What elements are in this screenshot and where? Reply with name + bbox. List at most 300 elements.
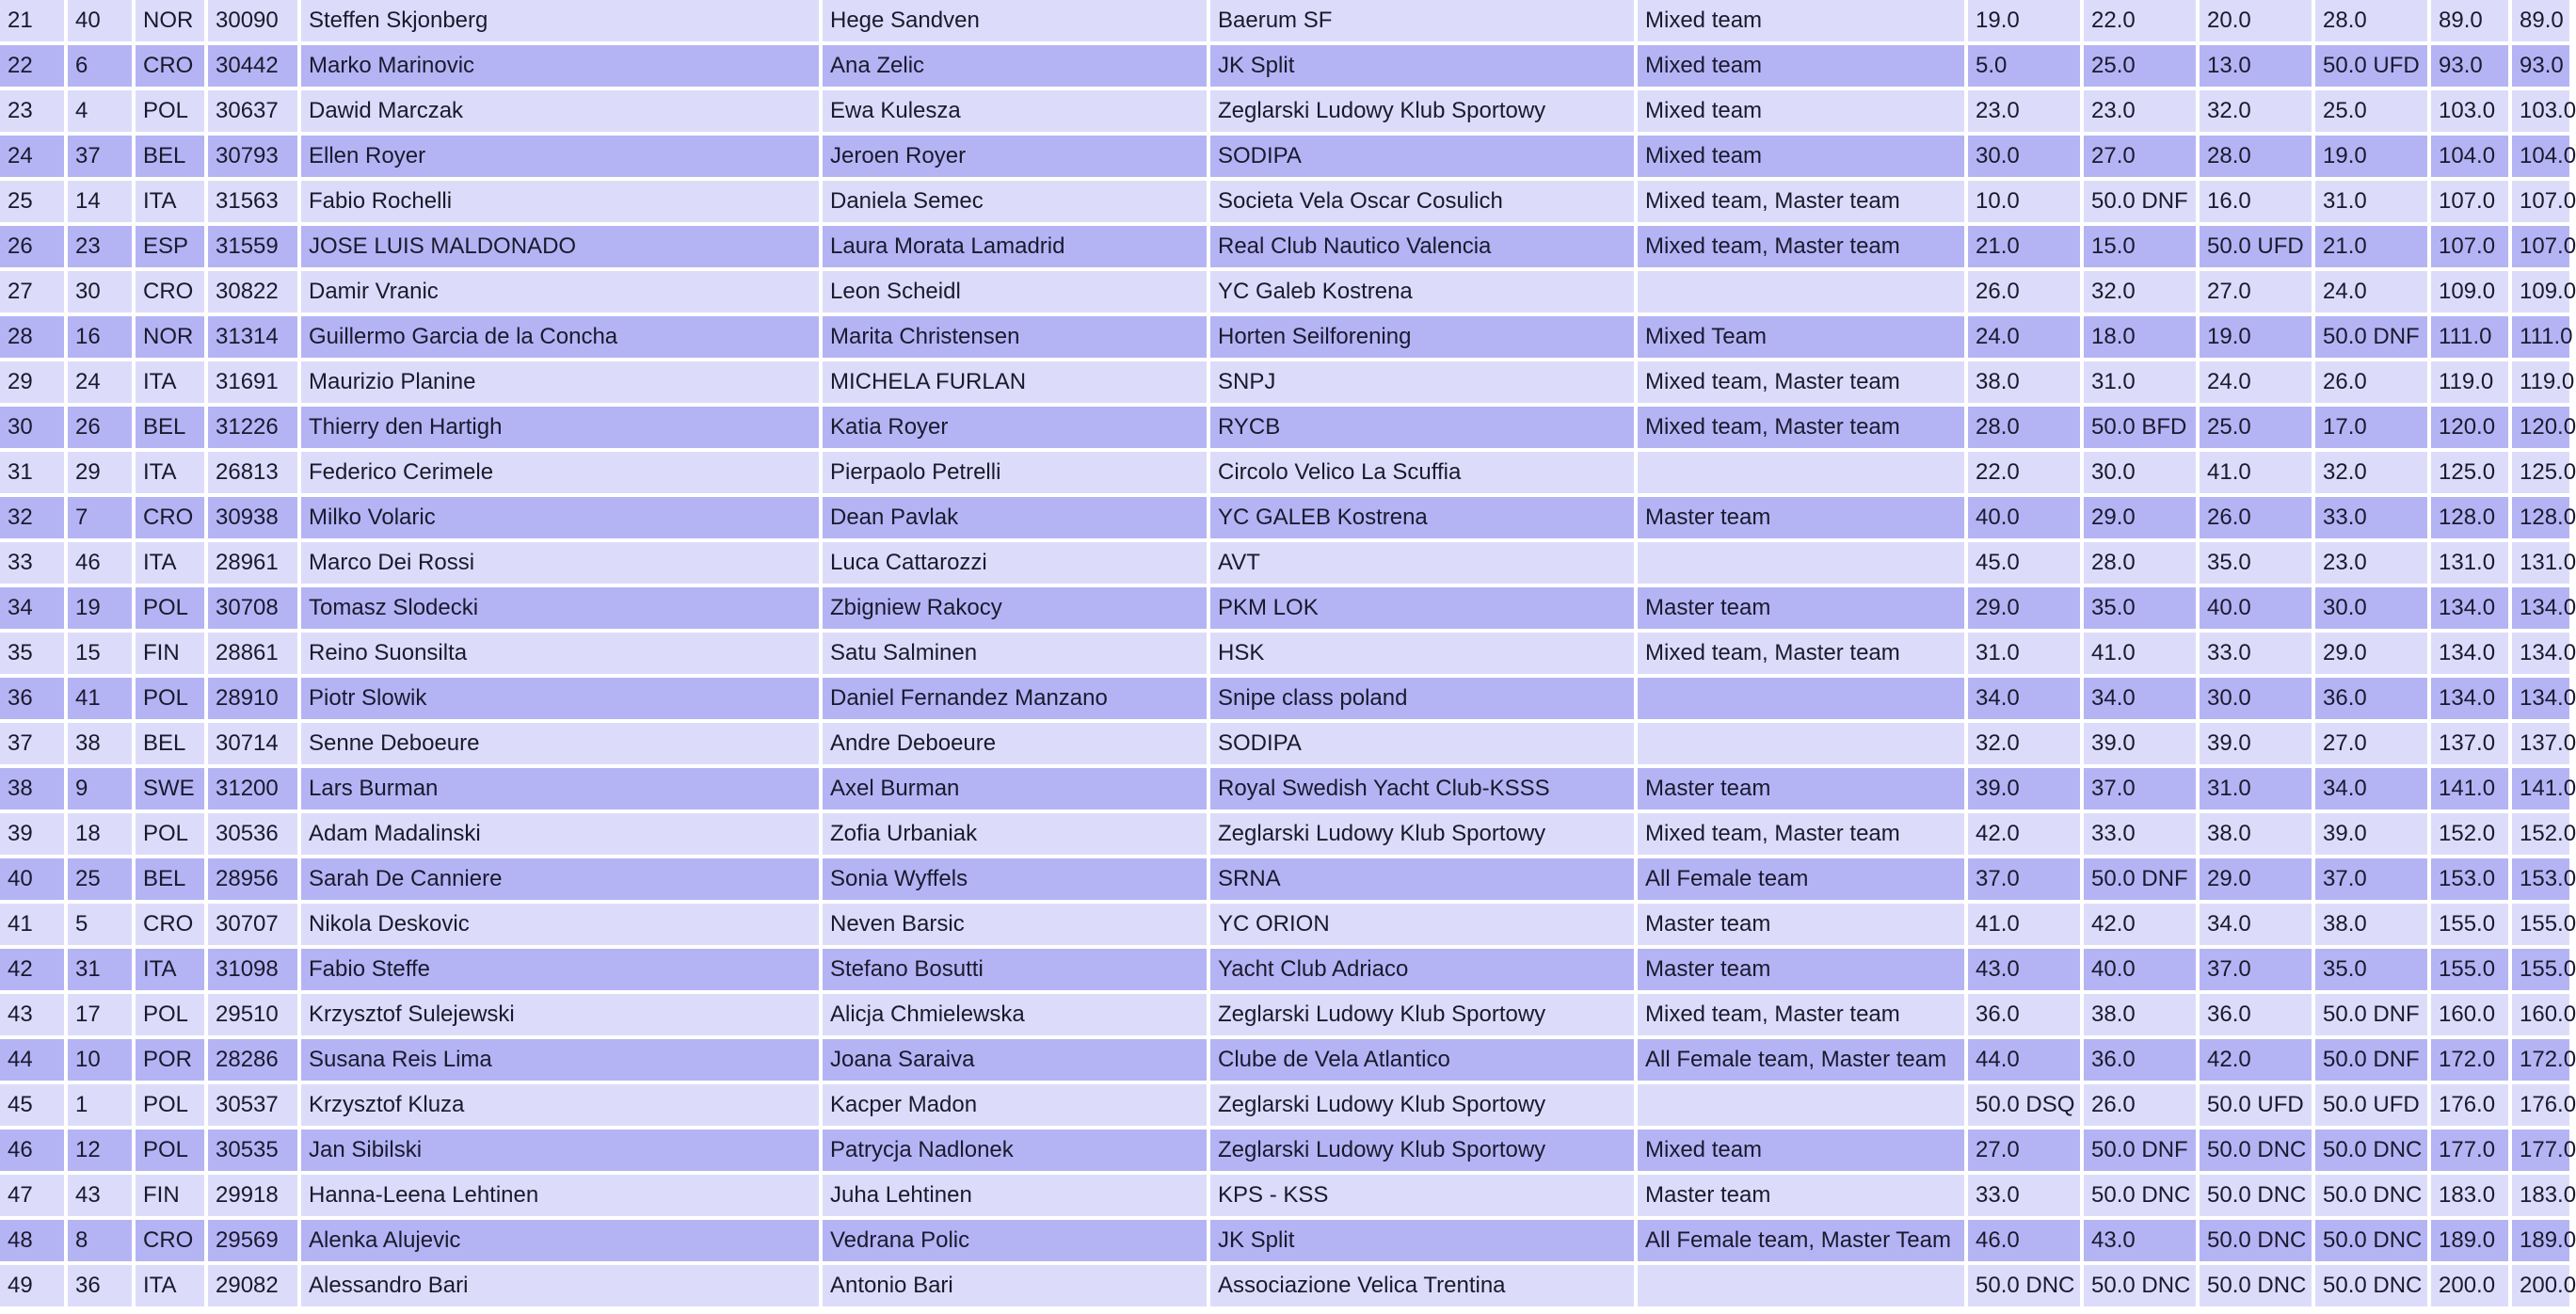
sail-number-cell: 30536 (208, 813, 297, 855)
table-row (0, 768, 2569, 809)
sail-number-cell: 30535 (208, 1130, 297, 1171)
total-cell: 160.0 (2431, 994, 2508, 1035)
sail-number-cell: 30090 (208, 0, 297, 41)
rank-cell: 30 (0, 407, 64, 448)
race-3-cell: 13.0 (2200, 45, 2312, 87)
total-cell: 152.0 (2431, 813, 2508, 855)
bow-number-cell: 26 (68, 407, 132, 448)
bow-number-cell: 17 (68, 994, 132, 1035)
sail-number-cell: 30708 (208, 587, 297, 629)
race-1-cell: 10.0 (1968, 181, 2080, 222)
helmsman-cell: Sarah De Canniere (301, 858, 819, 900)
race-4-cell: 17.0 (2315, 407, 2427, 448)
club-cell: HSK (1210, 633, 1634, 674)
table-row (0, 858, 2569, 900)
helmsman-cell: Guillermo Garcia de la Concha (301, 316, 819, 358)
rank-cell: 24 (0, 136, 64, 177)
category-cell (1638, 1265, 1964, 1306)
net-cell: 120.0 (2512, 407, 2569, 448)
club-cell: Yacht Club Adriaco (1210, 949, 1634, 990)
sail-number-cell: 31691 (208, 361, 297, 403)
race-1-cell: 42.0 (1968, 813, 2080, 855)
net-cell: 134.0 (2512, 633, 2569, 674)
race-4-cell: 23.0 (2315, 542, 2427, 584)
helmsman-cell: Dawid Marczak (301, 90, 819, 132)
race-4-cell: 19.0 (2315, 136, 2427, 177)
club-cell: SODIPA (1210, 723, 1634, 764)
race-2-cell: 33.0 (2084, 813, 2196, 855)
race-3-cell: 25.0 (2200, 407, 2312, 448)
race-1-cell: 45.0 (1968, 542, 2080, 584)
race-1-cell: 21.0 (1968, 226, 2080, 267)
total-cell: 109.0 (2431, 271, 2508, 312)
sail-number-cell: 29569 (208, 1220, 297, 1261)
bow-number-cell: 37 (68, 136, 132, 177)
race-4-cell: 50.0 DNF (2315, 1039, 2427, 1081)
bow-number-cell: 7 (68, 497, 132, 538)
bow-number-cell: 30 (68, 271, 132, 312)
total-cell: 89.0 (2431, 0, 2508, 41)
crew-cell: Hege Sandven (823, 0, 1207, 41)
nation-cell: POL (136, 678, 204, 719)
race-1-cell: 26.0 (1968, 271, 2080, 312)
rank-cell: 45 (0, 1084, 64, 1126)
crew-cell: Satu Salminen (823, 633, 1207, 674)
race-1-cell: 23.0 (1968, 90, 2080, 132)
club-cell: Horten Seilforening (1210, 316, 1634, 358)
race-1-cell: 50.0 DNC (1968, 1265, 2080, 1306)
crew-cell: Ewa Kulesza (823, 90, 1207, 132)
net-cell: 93.0 (2512, 45, 2569, 87)
club-cell: YC Galeb Kostrena (1210, 271, 1634, 312)
race-3-cell: 50.0 DNC (2200, 1130, 2312, 1171)
table-row (0, 0, 2569, 41)
total-cell: 134.0 (2431, 678, 2508, 719)
club-cell: SODIPA (1210, 136, 1634, 177)
total-cell: 155.0 (2431, 904, 2508, 945)
net-cell: 152.0 (2512, 813, 2569, 855)
race-2-cell: 22.0 (2084, 0, 2196, 41)
race-2-cell: 26.0 (2084, 1084, 2196, 1126)
rank-cell: 39 (0, 813, 64, 855)
bow-number-cell: 6 (68, 45, 132, 87)
category-cell: Mixed team, Master team (1638, 226, 1964, 267)
race-3-cell: 50.0 DNC (2200, 1265, 2312, 1306)
helmsman-cell: Federico Cerimele (301, 452, 819, 493)
crew-cell: Neven Barsic (823, 904, 1207, 945)
race-4-cell: 33.0 (2315, 497, 2427, 538)
total-cell: 134.0 (2431, 633, 2508, 674)
helmsman-cell: Thierry den Hartigh (301, 407, 819, 448)
category-cell: Mixed Team (1638, 316, 1964, 358)
club-cell: RYCB (1210, 407, 1634, 448)
helmsman-cell: Marko Marinovic (301, 45, 819, 87)
rank-cell: 31 (0, 452, 64, 493)
crew-cell: Stefano Bosutti (823, 949, 1207, 990)
bow-number-cell: 46 (68, 542, 132, 584)
net-cell: 134.0 (2512, 587, 2569, 629)
rank-cell: 23 (0, 90, 64, 132)
crew-cell: Pierpaolo Petrelli (823, 452, 1207, 493)
helmsman-cell: Alessandro Bari (301, 1265, 819, 1306)
rank-cell: 21 (0, 0, 64, 41)
net-cell: 177.0 (2512, 1130, 2569, 1171)
table-row (0, 723, 2569, 764)
sail-number-cell: 28961 (208, 542, 297, 584)
bow-number-cell: 41 (68, 678, 132, 719)
crew-cell: Vedrana Polic (823, 1220, 1207, 1261)
crew-cell: Laura Morata Lamadrid (823, 226, 1207, 267)
club-cell: Real Club Nautico Valencia (1210, 226, 1634, 267)
club-cell: SRNA (1210, 858, 1634, 900)
race-4-cell: 26.0 (2315, 361, 2427, 403)
race-1-cell: 30.0 (1968, 136, 2080, 177)
nation-cell: ITA (136, 542, 204, 584)
nation-cell: POL (136, 1130, 204, 1171)
helmsman-cell: Milko Volaric (301, 497, 819, 538)
race-3-cell: 50.0 DNC (2200, 1175, 2312, 1216)
club-cell: YC ORION (1210, 904, 1634, 945)
sail-number-cell: 31563 (208, 181, 297, 222)
category-cell: Mixed team, Master team (1638, 633, 1964, 674)
race-1-cell: 37.0 (1968, 858, 2080, 900)
nation-cell: ITA (136, 361, 204, 403)
total-cell: 104.0 (2431, 136, 2508, 177)
crew-cell: Ana Zelic (823, 45, 1207, 87)
net-cell: 137.0 (2512, 723, 2569, 764)
crew-cell: Zofia Urbaniak (823, 813, 1207, 855)
rank-cell: 48 (0, 1220, 64, 1261)
category-cell: Master team (1638, 1175, 1964, 1216)
category-cell: Mixed team (1638, 90, 1964, 132)
helmsman-cell: Steffen Skjonberg (301, 0, 819, 41)
race-3-cell: 40.0 (2200, 587, 2312, 629)
rank-cell: 22 (0, 45, 64, 87)
nation-cell: ITA (136, 1265, 204, 1306)
sail-number-cell: 31226 (208, 407, 297, 448)
bow-number-cell: 9 (68, 768, 132, 809)
net-cell: 134.0 (2512, 678, 2569, 719)
race-3-cell: 30.0 (2200, 678, 2312, 719)
race-4-cell: 50.0 UFD (2315, 45, 2427, 87)
crew-cell: Joana Saraiva (823, 1039, 1207, 1081)
race-1-cell: 28.0 (1968, 407, 2080, 448)
club-cell: Zeglarski Ludowy Klub Sportowy (1210, 1130, 1634, 1171)
sail-number-cell: 31314 (208, 316, 297, 358)
race-1-cell: 33.0 (1968, 1175, 2080, 1216)
race-4-cell: 25.0 (2315, 90, 2427, 132)
table-row (0, 1265, 2569, 1306)
sail-number-cell: 26813 (208, 452, 297, 493)
race-3-cell: 26.0 (2200, 497, 2312, 538)
total-cell: 128.0 (2431, 497, 2508, 538)
race-2-cell: 50.0 DNF (2084, 1130, 2196, 1171)
helmsman-cell: JOSE LUIS MALDONADO (301, 226, 819, 267)
race-2-cell: 41.0 (2084, 633, 2196, 674)
crew-cell: Andre Deboeure (823, 723, 1207, 764)
bow-number-cell: 23 (68, 226, 132, 267)
table-row (0, 1084, 2569, 1126)
total-cell: 141.0 (2431, 768, 2508, 809)
net-cell: 141.0 (2512, 768, 2569, 809)
nation-cell: POL (136, 813, 204, 855)
table-row (0, 949, 2569, 990)
total-cell: 120.0 (2431, 407, 2508, 448)
crew-cell: Sonia Wyffels (823, 858, 1207, 900)
rank-cell: 35 (0, 633, 64, 674)
net-cell: 155.0 (2512, 904, 2569, 945)
race-1-cell: 38.0 (1968, 361, 2080, 403)
sail-number-cell: 28910 (208, 678, 297, 719)
total-cell: 200.0 (2431, 1265, 2508, 1306)
crew-cell: Zbigniew Rakocy (823, 587, 1207, 629)
race-2-cell: 34.0 (2084, 678, 2196, 719)
rank-cell: 29 (0, 361, 64, 403)
category-cell: All Female team, Master Team (1638, 1220, 1964, 1261)
table-row (0, 316, 2569, 358)
rank-cell: 47 (0, 1175, 64, 1216)
crew-cell: Antonio Bari (823, 1265, 1207, 1306)
category-cell: Mixed team, Master team (1638, 813, 1964, 855)
bow-number-cell: 31 (68, 949, 132, 990)
bow-number-cell: 38 (68, 723, 132, 764)
race-1-cell: 29.0 (1968, 587, 2080, 629)
bow-number-cell: 19 (68, 587, 132, 629)
crew-cell: Kacper Madon (823, 1084, 1207, 1126)
crew-cell: Daniel Fernandez Manzano (823, 678, 1207, 719)
helmsman-cell: Fabio Steffe (301, 949, 819, 990)
sail-number-cell: 31200 (208, 768, 297, 809)
total-cell: 177.0 (2431, 1130, 2508, 1171)
sail-number-cell: 30707 (208, 904, 297, 945)
category-cell: Master team (1638, 904, 1964, 945)
table-row (0, 136, 2569, 177)
rank-cell: 44 (0, 1039, 64, 1081)
crew-cell: Katia Royer (823, 407, 1207, 448)
table-row (0, 542, 2569, 584)
total-cell: 107.0 (2431, 226, 2508, 267)
category-cell (1638, 678, 1964, 719)
race-1-cell: 34.0 (1968, 678, 2080, 719)
race-3-cell: 37.0 (2200, 949, 2312, 990)
race-2-cell: 15.0 (2084, 226, 2196, 267)
club-cell: Baerum SF (1210, 0, 1634, 41)
club-cell: Zeglarski Ludowy Klub Sportowy (1210, 1084, 1634, 1126)
race-2-cell: 50.0 DNF (2084, 181, 2196, 222)
total-cell: 103.0 (2431, 90, 2508, 132)
race-2-cell: 30.0 (2084, 452, 2196, 493)
helmsman-cell: Hanna-Leena Lehtinen (301, 1175, 819, 1216)
total-cell: 134.0 (2431, 587, 2508, 629)
race-4-cell: 36.0 (2315, 678, 2427, 719)
race-4-cell: 31.0 (2315, 181, 2427, 222)
net-cell: 89.0 (2512, 0, 2569, 41)
nation-cell: CRO (136, 904, 204, 945)
race-4-cell: 32.0 (2315, 452, 2427, 493)
race-4-cell: 34.0 (2315, 768, 2427, 809)
race-2-cell: 25.0 (2084, 45, 2196, 87)
rank-cell: 32 (0, 497, 64, 538)
net-cell: 172.0 (2512, 1039, 2569, 1081)
sail-number-cell: 30442 (208, 45, 297, 87)
sail-number-cell: 29510 (208, 994, 297, 1035)
race-2-cell: 42.0 (2084, 904, 2196, 945)
net-cell: 153.0 (2512, 858, 2569, 900)
club-cell: JK Split (1210, 1220, 1634, 1261)
race-1-cell: 43.0 (1968, 949, 2080, 990)
crew-cell: Luca Cattarozzi (823, 542, 1207, 584)
table-row (0, 1130, 2569, 1171)
race-3-cell: 33.0 (2200, 633, 2312, 674)
race-4-cell: 38.0 (2315, 904, 2427, 945)
race-1-cell: 41.0 (1968, 904, 2080, 945)
total-cell: 131.0 (2431, 542, 2508, 584)
rank-cell: 25 (0, 181, 64, 222)
helmsman-cell: Susana Reis Lima (301, 1039, 819, 1081)
bow-number-cell: 43 (68, 1175, 132, 1216)
race-4-cell: 50.0 DNC (2315, 1265, 2427, 1306)
race-1-cell: 44.0 (1968, 1039, 2080, 1081)
category-cell (1638, 452, 1964, 493)
nation-cell: ITA (136, 181, 204, 222)
category-cell: Master team (1638, 587, 1964, 629)
race-4-cell: 35.0 (2315, 949, 2427, 990)
race-3-cell: 28.0 (2200, 136, 2312, 177)
net-cell: 155.0 (2512, 949, 2569, 990)
nation-cell: CRO (136, 271, 204, 312)
club-cell: YC GALEB Kostrena (1210, 497, 1634, 538)
race-2-cell: 37.0 (2084, 768, 2196, 809)
sail-number-cell: 30938 (208, 497, 297, 538)
race-3-cell: 41.0 (2200, 452, 2312, 493)
bow-number-cell: 25 (68, 858, 132, 900)
total-cell: 107.0 (2431, 181, 2508, 222)
nation-cell: NOR (136, 0, 204, 41)
sail-number-cell: 31098 (208, 949, 297, 990)
race-4-cell: 37.0 (2315, 858, 2427, 900)
race-1-cell: 46.0 (1968, 1220, 2080, 1261)
table-row (0, 994, 2569, 1035)
race-1-cell: 40.0 (1968, 497, 2080, 538)
category-cell: Mixed team (1638, 1130, 1964, 1171)
category-cell (1638, 542, 1964, 584)
nation-cell: ESP (136, 226, 204, 267)
helmsman-cell: Fabio Rochelli (301, 181, 819, 222)
bow-number-cell: 40 (68, 0, 132, 41)
sail-number-cell: 30714 (208, 723, 297, 764)
table-row (0, 1220, 2569, 1261)
rank-cell: 34 (0, 587, 64, 629)
race-1-cell: 39.0 (1968, 768, 2080, 809)
helmsman-cell: Senne Deboeure (301, 723, 819, 764)
nation-cell: BEL (136, 136, 204, 177)
crew-cell: Marita Christensen (823, 316, 1207, 358)
table-row (0, 813, 2569, 855)
club-cell: Circolo Velico La Scuffia (1210, 452, 1634, 493)
race-3-cell: 39.0 (2200, 723, 2312, 764)
race-1-cell: 50.0 DSQ (1968, 1084, 2080, 1126)
crew-cell: MICHELA FURLAN (823, 361, 1207, 403)
total-cell: 155.0 (2431, 949, 2508, 990)
total-cell: 125.0 (2431, 452, 2508, 493)
bow-number-cell: 24 (68, 361, 132, 403)
club-cell: Snipe class poland (1210, 678, 1634, 719)
net-cell: 109.0 (2512, 271, 2569, 312)
race-4-cell: 30.0 (2315, 587, 2427, 629)
race-4-cell: 27.0 (2315, 723, 2427, 764)
net-cell: 189.0 (2512, 1220, 2569, 1261)
table-row (0, 181, 2569, 222)
net-cell: 131.0 (2512, 542, 2569, 584)
race-2-cell: 29.0 (2084, 497, 2196, 538)
helmsman-cell: Maurizio Planine (301, 361, 819, 403)
sail-number-cell: 29918 (208, 1175, 297, 1216)
race-2-cell: 40.0 (2084, 949, 2196, 990)
bow-number-cell: 12 (68, 1130, 132, 1171)
club-cell: JK Split (1210, 45, 1634, 87)
club-cell: Zeglarski Ludowy Klub Sportowy (1210, 813, 1634, 855)
nation-cell: BEL (136, 858, 204, 900)
table-row (0, 678, 2569, 719)
net-cell: 125.0 (2512, 452, 2569, 493)
nation-cell: CRO (136, 497, 204, 538)
bow-number-cell: 1 (68, 1084, 132, 1126)
race-3-cell: 35.0 (2200, 542, 2312, 584)
nation-cell: POL (136, 1084, 204, 1126)
club-cell: Clube de Vela Atlantico (1210, 1039, 1634, 1081)
race-3-cell: 36.0 (2200, 994, 2312, 1035)
race-3-cell: 50.0 UFD (2200, 1084, 2312, 1126)
race-3-cell: 24.0 (2200, 361, 2312, 403)
race-1-cell: 22.0 (1968, 452, 2080, 493)
race-4-cell: 24.0 (2315, 271, 2427, 312)
race-4-cell: 21.0 (2315, 226, 2427, 267)
total-cell: 189.0 (2431, 1220, 2508, 1261)
race-3-cell: 50.0 UFD (2200, 226, 2312, 267)
nation-cell: CRO (136, 45, 204, 87)
race-1-cell: 24.0 (1968, 316, 2080, 358)
table-row (0, 271, 2569, 312)
category-cell: Mixed team, Master team (1638, 181, 1964, 222)
race-3-cell: 50.0 DNC (2200, 1220, 2312, 1261)
net-cell: 176.0 (2512, 1084, 2569, 1126)
total-cell: 153.0 (2431, 858, 2508, 900)
total-cell: 176.0 (2431, 1084, 2508, 1126)
race-3-cell: 19.0 (2200, 316, 2312, 358)
bow-number-cell: 10 (68, 1039, 132, 1081)
race-3-cell: 27.0 (2200, 271, 2312, 312)
table-row (0, 361, 2569, 403)
category-cell: All Female team, Master team (1638, 1039, 1964, 1081)
race-4-cell: 29.0 (2315, 633, 2427, 674)
rank-cell: 37 (0, 723, 64, 764)
sail-number-cell: 30637 (208, 90, 297, 132)
bow-number-cell: 16 (68, 316, 132, 358)
race-3-cell: 16.0 (2200, 181, 2312, 222)
club-cell: KPS - KSS (1210, 1175, 1634, 1216)
crew-cell: Juha Lehtinen (823, 1175, 1207, 1216)
race-2-cell: 50.0 DNF (2084, 858, 2196, 900)
crew-cell: Daniela Semec (823, 181, 1207, 222)
total-cell: 93.0 (2431, 45, 2508, 87)
net-cell: 103.0 (2512, 90, 2569, 132)
total-cell: 119.0 (2431, 361, 2508, 403)
race-2-cell: 38.0 (2084, 994, 2196, 1035)
race-2-cell: 50.0 DNC (2084, 1265, 2196, 1306)
rank-cell: 28 (0, 316, 64, 358)
nation-cell: ITA (136, 949, 204, 990)
race-2-cell: 18.0 (2084, 316, 2196, 358)
